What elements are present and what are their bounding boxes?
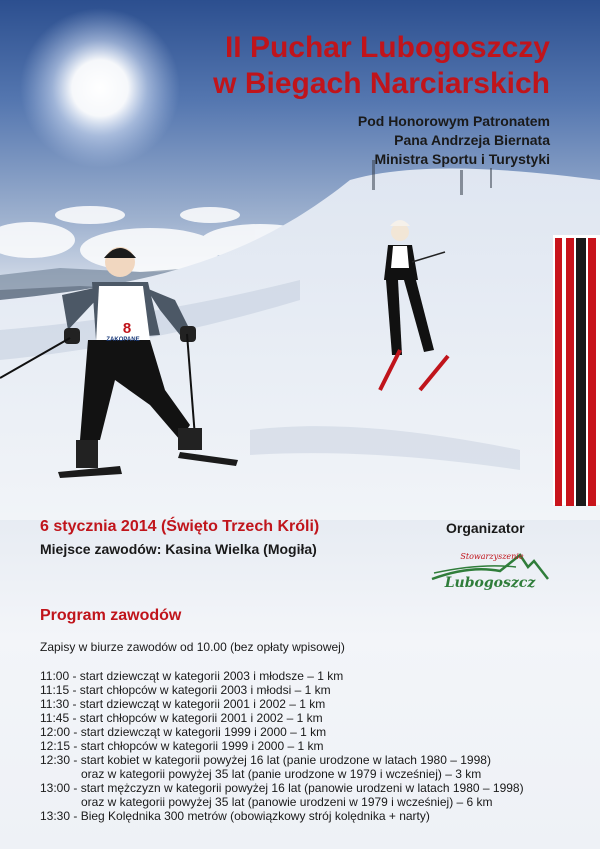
schedule-item: 13:00 - start mężczyzn w kategorii powyżej 16 lat (panowie urodzeni w latach 1980 – 1998) bbox=[40, 781, 524, 795]
schedule-item: 12:15 - start chłopców w kategorii 1999 i 2000 – 1 km bbox=[40, 739, 324, 753]
patronage-line-1: Pod Honorowym Patronatem bbox=[357, 113, 550, 129]
bib-sponsor: ZAKOPANE bbox=[106, 337, 140, 343]
organizer-logo bbox=[430, 545, 550, 593]
marker-pole bbox=[553, 235, 600, 506]
schedule-item-continuation: oraz w kategorii powyżej 35 lat (panie urodzone w 1979 i wcześniej) – 3 km bbox=[81, 767, 482, 781]
event-title bbox=[213, 30, 550, 102]
schedule-list bbox=[40, 669, 524, 823]
registration-info: Zapisy w biurze zawodów od 10.00 (bez opłaty wpisowej) bbox=[40, 640, 345, 654]
schedule-item: 12:00 - start dziewcząt w kategorii 1999 i 2000 – 1 km bbox=[40, 725, 327, 739]
schedule-item: 12:30 - start kobiet w kategorii powyżej 16 lat (panie urodzone w latach 1980 – 1998) bbox=[40, 753, 491, 767]
event-date: 6 stycznia 2014 (Święto Trzech Króli) bbox=[40, 518, 320, 535]
bib-number: 8 bbox=[122, 320, 132, 337]
organizer-label: Organizator bbox=[446, 520, 525, 536]
schedule-item: 11:00 - start dziewcząt w kategorii 2003 i młodsze – 1 km bbox=[40, 669, 344, 683]
patronage-line-3: Ministra Sportu i Turystyki bbox=[374, 151, 550, 167]
logo-top-text: Stowarzyszenie bbox=[460, 552, 524, 561]
event-venue: Miejsce zawodów: Kasina Wielka (Mogiła) bbox=[40, 541, 317, 557]
patronage-line-2: Pana Andrzeja Biernata bbox=[394, 132, 550, 148]
title-line-2: w Biegach Narciarskich bbox=[213, 67, 550, 100]
program-title: Program zawodów bbox=[40, 607, 182, 624]
logo-name-text: Lubogoszcz bbox=[444, 575, 536, 591]
schedule-item-continuation: oraz w kategorii powyżej 35 lat (panowie urodzeni w 1979 i wcześniej) – 6 km bbox=[81, 795, 493, 809]
schedule-item: 13:30 - Bieg Kolędnika 300 metrów (obowiązkowy strój kolędnika + narty) bbox=[40, 809, 430, 823]
schedule-item: 11:30 - start dziewcząt w kategorii 2001 i 2002 – 1 km bbox=[40, 697, 326, 711]
schedule-item: 11:45 - start chłopców w kategorii 2001 i 2002 – 1 km bbox=[40, 711, 323, 725]
patronage-block bbox=[358, 112, 550, 169]
sun bbox=[20, 8, 180, 168]
schedule-item: 11:15 - start chłopców w kategorii 2003 i młodsi – 1 km bbox=[40, 683, 331, 697]
title-line-1: II Puchar Lubogoszczy bbox=[224, 31, 550, 64]
